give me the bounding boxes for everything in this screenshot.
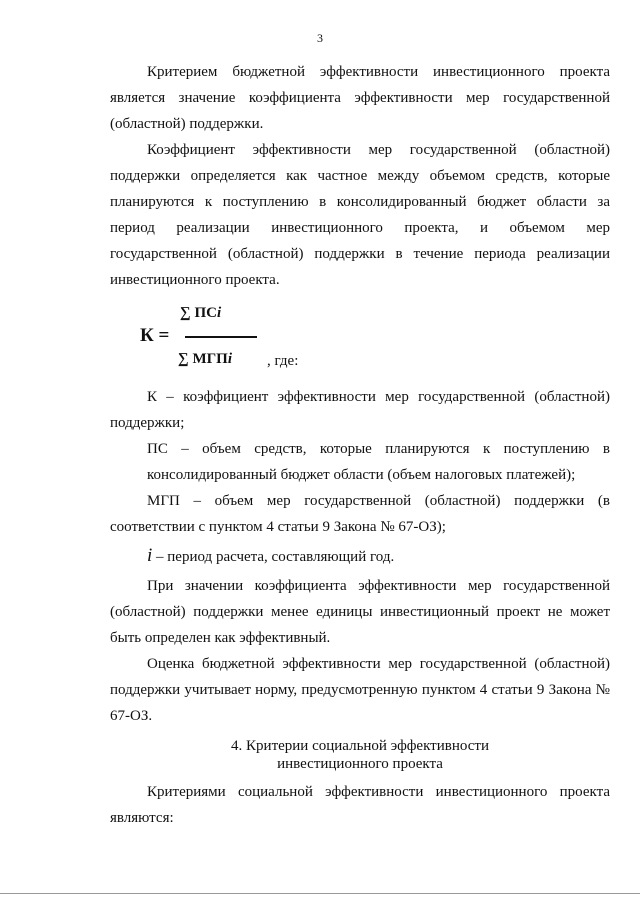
numerator-sum: ∑ ПС [180,305,217,321]
def-ps-line-1: ПС – объем средств, которые планируются к поступлению в [147,441,610,457]
p3-line-2: (областной) поддержки менее единицы инвестиционный проект не может [110,604,610,620]
denominator-index: i [227,351,232,367]
def-ps-line-2: консолидированный бюджет области (объем налоговых платежей); [147,467,576,483]
p2-line-3: планируются к поступлению в консолидированный бюджет области за [110,194,610,210]
p2-line-1: Коэффициент эффективности мер государственной (областной) [147,142,610,158]
p2-line-5: государственной (областной) поддержки в течение периода реализации [110,246,610,262]
p3-line-3: быть определен как эффективный. [110,630,331,646]
formula-lhs: К = [140,325,170,346]
page-number: 3 [317,31,323,45]
numerator-index: i [216,305,222,321]
p5-line-1: Критериями социальной эффективности инвестиционного проекта [147,784,610,800]
p1-line-1: Критерием бюджетной эффективности инвестиционного проекта [147,64,610,80]
p4-line-2: поддержки учитывает норму, предусмотренную пунктом 4 статьи 9 Закона № [110,682,610,698]
efficiency-formula [140,305,440,380]
formula-where: , где: [267,353,299,369]
p2-line-6: инвестиционного проекта. [110,272,280,288]
def-mgp-line-2: соответствии с пунктом 4 статьи 9 Закона № 67-ОЗ); [110,519,446,535]
section-heading [110,737,610,773]
p2-line-2: поддержки определяется как частное между объемом средств, которые [110,168,610,184]
def-i-text: – период расчета, составляющий год. [152,549,395,565]
def-i [110,543,610,570]
p3-line-1: При значении коэффициента эффективности мер государственной [147,578,610,594]
def-k-line-1: К – коэффициент эффективности мер государственной (областной) [147,389,610,405]
p4-line-3: 67-ОЗ. [110,708,153,724]
def-k-line-2: поддержки; [110,415,185,431]
denominator-sum: ∑ МГП [178,351,228,367]
def-i-symbol: i [147,545,153,566]
p2-line-4: период реализации инвестиционного проекта, и объемом мер [110,220,610,236]
section-heading-line-1: 4. Критерии социальной эффективности [231,738,489,754]
section-heading-line-2: инвестиционного проекта [277,756,443,772]
p1-line-3: (областной) поддержки. [110,116,264,132]
p5-line-2: являются: [110,810,174,826]
def-mgp-line-1: МГП – объем мер государственной (областной) поддержки (в [147,493,610,509]
formula-denominator [178,351,232,368]
p1-line-2: является значение коэффициента эффективности мер государственной [110,90,610,106]
fraction-bar [185,336,257,338]
page-bottom-edge [0,893,640,894]
p4-line-1: Оценка бюджетной эффективности мер государственной (областной) [147,656,610,672]
formula-numerator [180,305,221,322]
